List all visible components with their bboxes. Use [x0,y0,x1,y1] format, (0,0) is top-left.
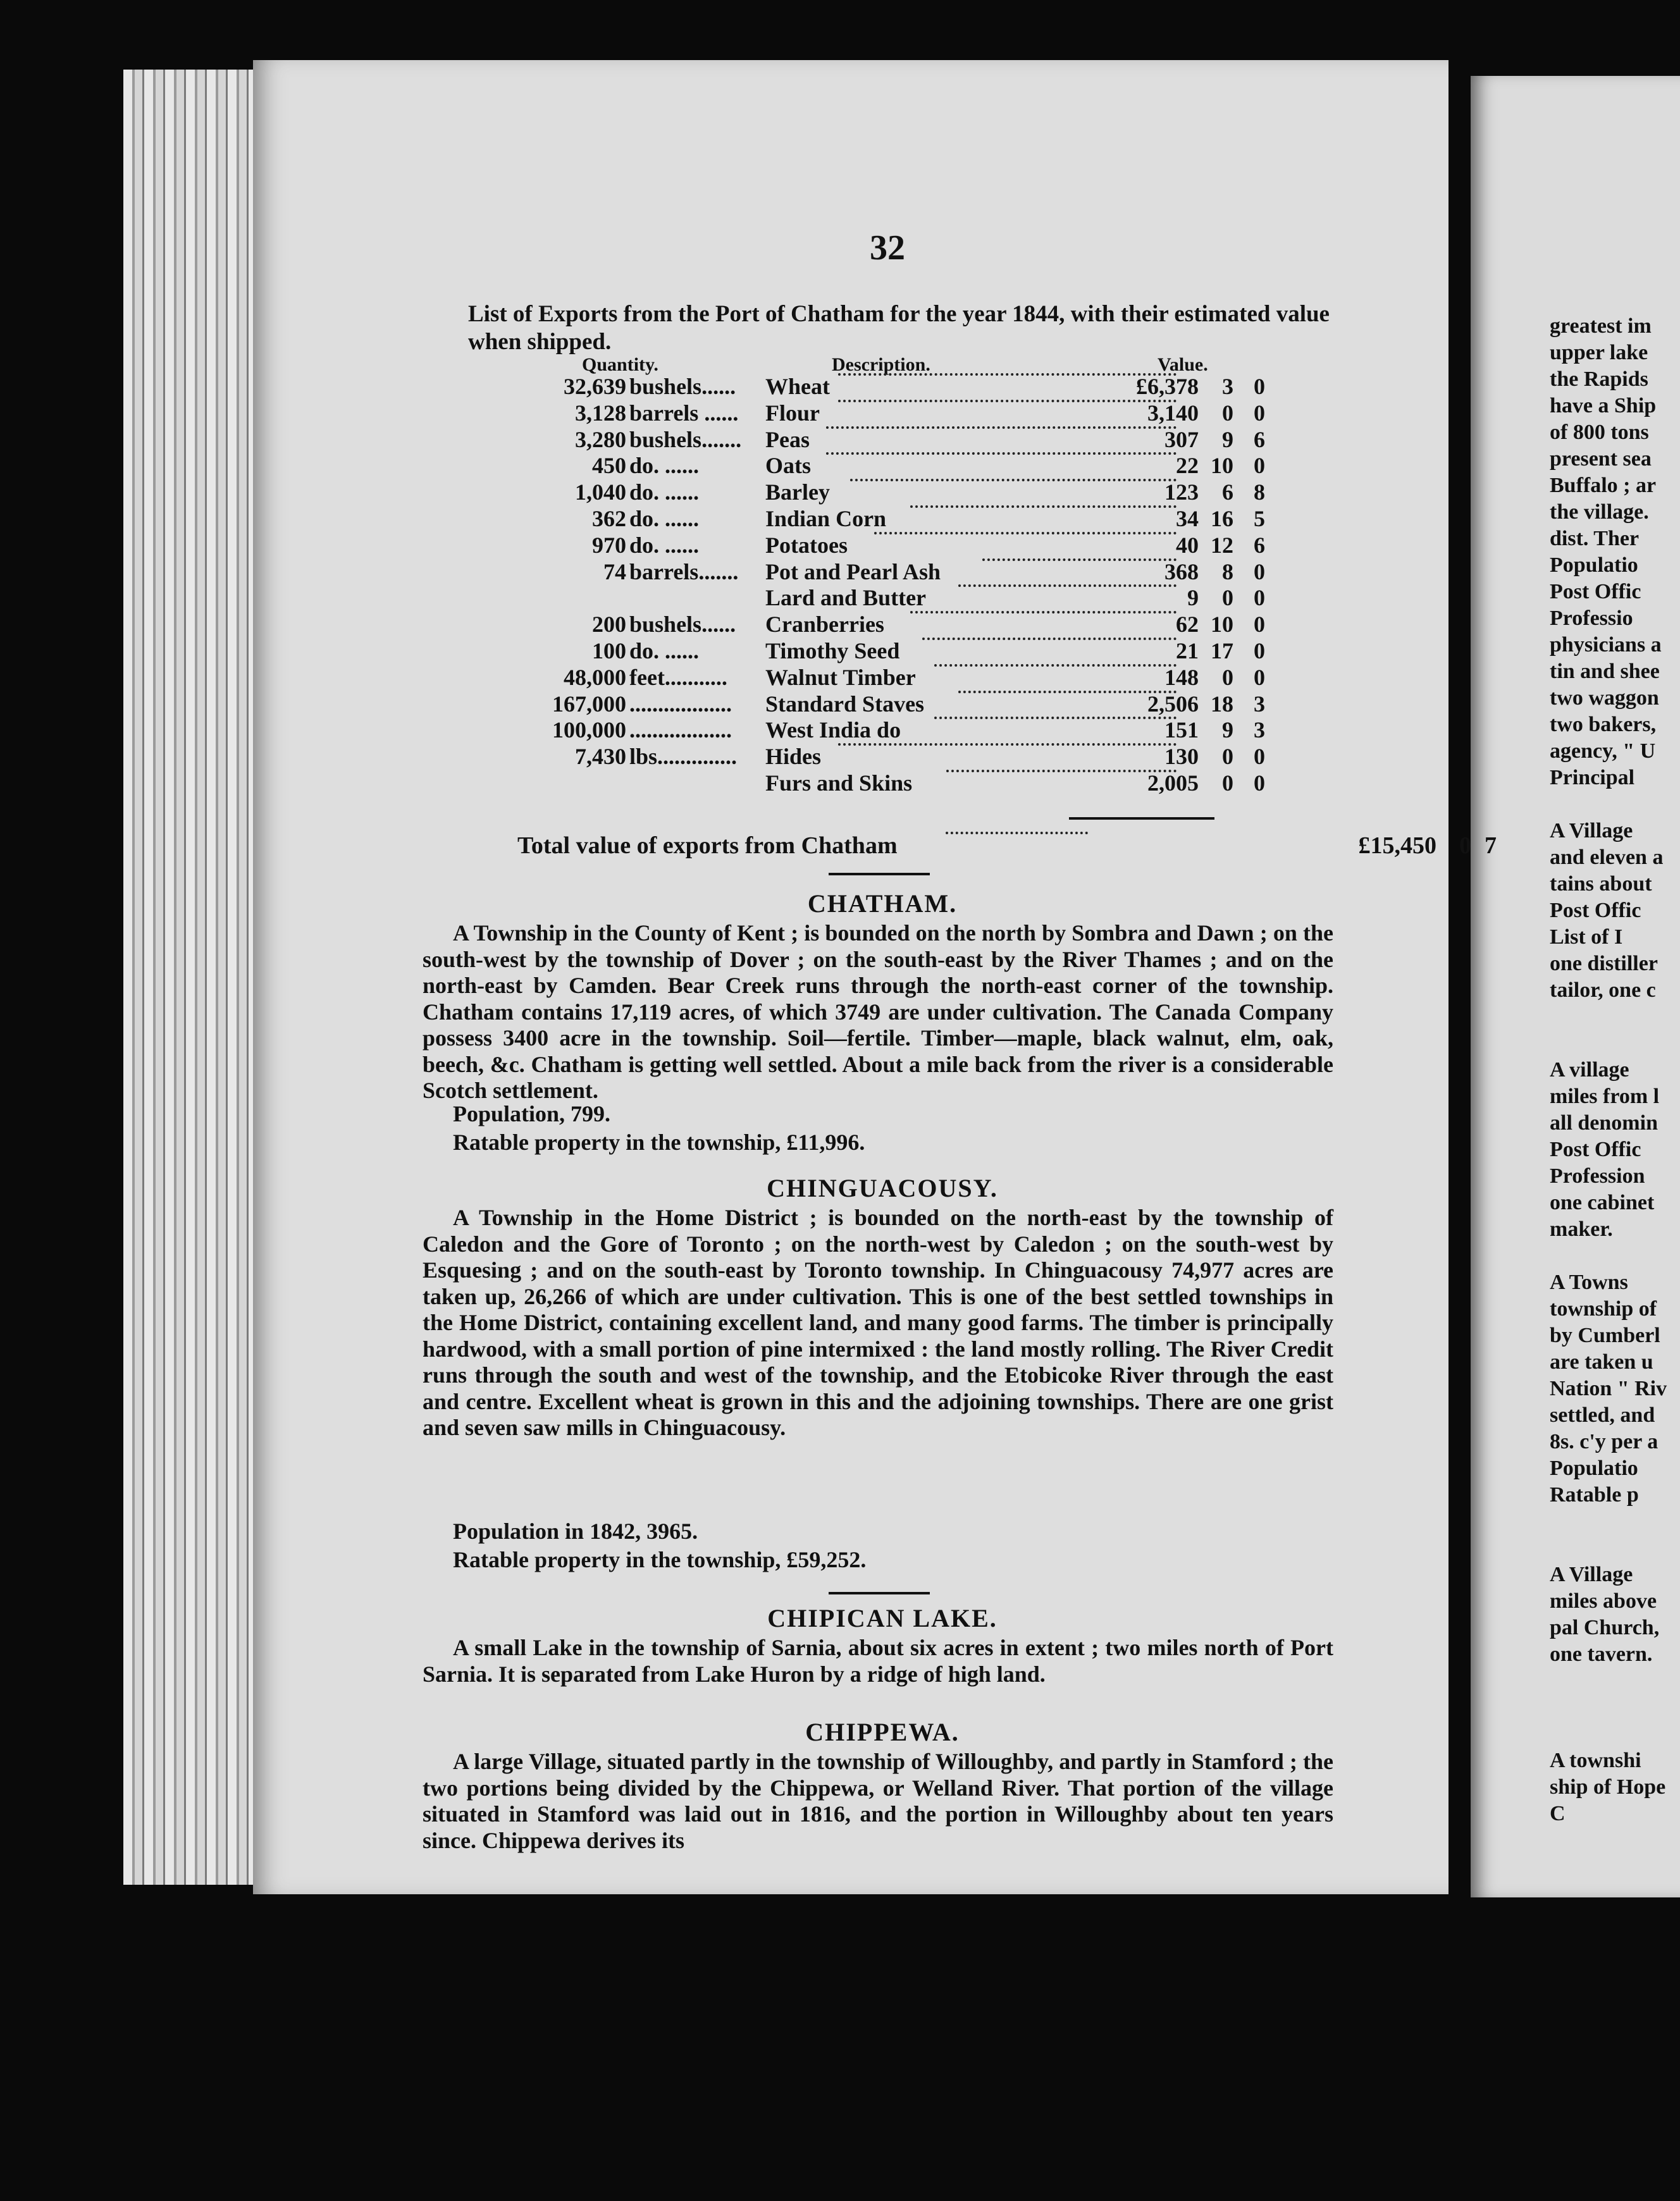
export-unit: bushels...... [629,612,736,638]
right-page-line: A townshi [1550,1749,1641,1772]
right-page-line: settled, and [1550,1403,1655,1427]
dot-leader [850,479,1177,481]
export-unit: bushels...... [629,374,736,399]
export-pounds: 22 [1176,453,1199,479]
chipican-title: CHIPICAN LAKE. [767,1604,998,1632]
right-page-line: ship of Hope [1550,1775,1666,1799]
right-page-line: one cabinet [1550,1191,1655,1214]
right-page-line: List of I [1550,925,1623,949]
right-page-line: of 800 tons [1550,421,1649,444]
export-pounds: 34 [1176,506,1199,531]
dot-leader [826,452,1177,455]
export-row [0,638,1448,664]
export-shillings: 0 [1222,744,1233,770]
export-unit: bushels....... [629,426,742,452]
exports-caption: List of Exports from the Port of Chatham for the year 1844, with their estimated value when shipped. [468,301,1330,355]
export-shillings: 0 [1222,585,1233,611]
right-page-line [1550,1030,1680,1057]
export-description: Pot and Pearl Ash [765,558,941,584]
export-quantity: 32,639 [564,374,626,399]
export-pence: 0 [1254,770,1265,796]
dot-leader [946,770,1177,772]
right-page-line: A Village [1550,819,1633,842]
export-quantity: 3,280 [575,426,626,452]
dot-leader [958,584,1177,587]
dot-leader [922,638,1177,640]
chinguacousy-ratable: Ratable property in the township, £59,252. [453,1547,867,1572]
export-row [0,717,1448,743]
right-page-line: and eleven a [1550,846,1664,869]
export-description: Hides [765,744,822,770]
export-shillings: 0 [1222,770,1233,796]
export-pence: 6 [1254,426,1265,452]
right-page-line: Profession [1550,1164,1645,1188]
export-shillings: 16 [1211,506,1233,531]
right-page-line: township of [1550,1297,1657,1321]
export-unit: lbs.............. [629,744,738,770]
export-quantity: 48,000 [564,664,626,690]
right-page-line: tin and shee [1550,660,1660,683]
dot-leader [826,426,1177,429]
export-row [0,770,1448,796]
right-page-line: tains about [1550,872,1652,896]
export-row [0,664,1448,691]
right-page-line: are taken u [1550,1350,1653,1374]
export-description: Flour [765,400,820,426]
export-pounds: 148 [1164,664,1199,690]
right-page-line: A Towns [1550,1271,1628,1294]
right-page-line: maker. [1550,1218,1613,1241]
export-unit: do. ...... [629,638,700,663]
right-page-text [1550,313,1680,1827]
export-unit: do. ...... [629,453,700,479]
export-description: Lard and Butter [765,585,927,611]
right-page-line: Ratable p [1550,1483,1639,1507]
export-unit: do. ...... [629,532,700,558]
chinguacousy-population: Population in 1842, 3965. [453,1519,698,1544]
export-quantity: 1,040 [575,479,626,505]
export-quantity: 7,430 [575,744,626,770]
right-page-line: 8s. c'y per a [1550,1430,1658,1453]
export-pounds: 368 [1164,558,1199,584]
export-row [0,426,1448,453]
right-page-line: the village. [1550,500,1649,524]
export-description: Cranberries [765,612,884,638]
chippewa-title: CHIPPEWA. [805,1718,960,1746]
right-page-line: Post Offic [1550,580,1641,603]
dot-leader [838,743,1177,746]
export-pounds: 130 [1164,744,1199,770]
export-quantity: 100,000 [552,717,626,743]
export-quantity: 200 [592,612,626,638]
export-row [0,373,1448,400]
export-pounds: 62 [1176,612,1199,638]
right-page-line: one distiller [1550,952,1658,975]
right-page-line [1550,1535,1680,1562]
right-page-line: two waggon [1550,686,1659,710]
export-pounds: 21 [1176,638,1199,663]
right-page-line [1550,791,1680,818]
dot-leader [910,611,1177,613]
right-page-line [1550,1668,1680,1694]
export-unit: barrels ...... [629,400,739,426]
right-page-line [1550,1721,1680,1748]
right-page-line: miles from l [1550,1085,1660,1108]
export-pence: 0 [1254,374,1265,399]
export-pounds: 9 [1187,585,1199,611]
export-row [0,505,1448,532]
export-description: Furs and Skins [765,770,913,796]
chatham-ratable: Ratable property in the township, £11,996. [453,1130,865,1155]
export-description: Barley [765,479,830,505]
export-description: Potatoes [765,532,848,558]
dot-leader [838,400,1177,402]
export-pence: 0 [1254,453,1265,479]
right-page-line [1550,1004,1680,1030]
right-page-line [1550,1694,1680,1721]
export-pence: 0 [1254,744,1265,770]
export-description: Timothy Seed [765,638,900,663]
export-shillings: 9 [1222,717,1233,743]
export-shillings: 12 [1211,532,1233,558]
section-divider [829,873,930,875]
right-page-line: Buffalo ; ar [1550,474,1657,497]
export-description: West India do [765,717,901,743]
chippewa-body: A large Village, situated partly in the township of Willoughby, and partly in Stamford ; the two portions being divided by the Chippewa, or Welland River. That portion of the village situated in Stamford was laid out in 1816, and the portion in Willoughby about ten years since. Chippewa derives its [423,1749,1333,1853]
export-pence: 0 [1254,612,1265,638]
export-description: Wheat [765,374,830,399]
chinguacousy-body: A Township in the Home District ; is bounded on the north-east by the township of Caledon and the Gore of Toronto ; on the north-west by Caledon ; on the south-west by Esquesing ; and on the south-east by Toronto township. In Chinguacousy 74,977 acres are taken up, 26,266 of which are under cultivation. This is one of the best settled townships in the Home District, containing excellent land, and many good farms. The timber is principally hardwood, with a small portion of pine intermixed : the land mostly rolling. The River Credit runs through the south and west of the township, and the Etobicoke River through the east and centre. Excellent wheat is grown in this and the adjoining townships. There are one grist and seven saw mills in Chinguacousy. [423,1205,1333,1440]
export-unit: do. ...... [629,506,700,531]
right-page-line: upper lake [1550,341,1648,364]
export-quantity: 362 [592,506,626,531]
dot-leader [874,532,1177,534]
export-description: Standard Staves [765,691,925,717]
right-page-line [1550,1243,1680,1269]
export-description: Oats [765,453,811,479]
right-page-line: all denomin [1550,1111,1658,1135]
total-pounds: £15,450 [1358,832,1436,859]
total-row [0,832,1680,862]
export-unit: .................. [629,691,732,717]
right-page-line: Professio [1550,607,1633,630]
total-pence: 7 [1485,832,1497,859]
export-shillings: 17 [1211,638,1233,663]
right-page-line: present sea [1550,447,1652,471]
right-page-line: pal Church, [1550,1616,1660,1639]
export-pounds: 123 [1164,479,1199,505]
export-pence: 0 [1254,664,1265,690]
right-page-line: A Village [1550,1563,1633,1586]
export-quantity: 3,128 [575,400,626,426]
right-page-line [1550,1508,1680,1535]
header-description: Description. [832,354,930,375]
export-quantity: 74 [603,558,626,584]
page-number: 32 [870,228,905,268]
export-pence: 3 [1254,691,1265,717]
export-row [0,479,1448,505]
total-rule [1069,817,1214,820]
right-page-line: physicians a [1550,633,1662,657]
right-page-line: Populatio [1550,1457,1638,1480]
right-page-line: tailor, one c [1550,978,1656,1002]
chatham-title: CHATHAM. [807,889,958,918]
export-shillings: 10 [1211,612,1233,638]
total-shillings: 0 [1459,832,1471,859]
dot-leader [958,691,1177,693]
right-page-line: the Rapids [1550,367,1648,391]
export-pounds: 151 [1164,717,1199,743]
export-pence: 6 [1254,532,1265,558]
right-page-line: two bakers, [1550,713,1657,736]
export-row [0,743,1448,770]
export-row [0,400,1448,426]
export-shillings: 18 [1211,691,1233,717]
export-row [0,584,1448,611]
export-quantity: 970 [592,532,626,558]
right-page-line: dist. Ther [1550,527,1640,550]
export-shillings: 10 [1211,453,1233,479]
total-leader [946,832,1088,834]
export-pence: 3 [1254,717,1265,743]
right-page-line: by Cumberl [1550,1324,1660,1347]
export-shillings: 9 [1222,426,1233,452]
chipican-body: A small Lake in the township of Sarnia, about six acres in extent ; two miles north of Port Sarnia. It is separated from Lake Huron by a ridge of high land. [423,1635,1333,1687]
right-page-line: Principal [1550,766,1635,789]
export-quantity: 100 [592,638,626,663]
export-row [0,611,1448,638]
right-page-line: one tavern. [1550,1643,1653,1666]
export-pence: 0 [1254,585,1265,611]
export-pounds: £6,378 [1136,374,1199,399]
export-pounds: 40 [1176,532,1199,558]
dot-leader [982,558,1177,561]
dot-leader [934,664,1177,667]
right-page-line: Populatio [1550,553,1638,577]
export-pounds: 2,005 [1147,770,1199,796]
right-page-line: Nation " Riv [1550,1377,1667,1400]
header-value: Value. [1158,354,1208,375]
export-unit: .................. [629,717,732,743]
export-quantity: 450 [592,453,626,479]
export-pence: 5 [1254,506,1265,531]
section-divider [829,1592,930,1594]
chatham-population: Population, 799. [453,1101,611,1126]
total-label: Total value of exports from Chatham [517,832,898,859]
export-unit: barrels....... [629,558,739,584]
export-pence: 0 [1254,638,1265,663]
export-shillings: 3 [1222,374,1233,399]
right-page-line: greatest im [1550,314,1652,338]
export-row [0,691,1448,717]
export-pounds: 2,506 [1147,691,1199,717]
export-shillings: 0 [1222,664,1233,690]
dot-leader [910,505,1177,508]
right-page-line: agency, " U [1550,739,1656,763]
export-pounds: 3,140 [1147,400,1199,426]
export-shillings: 8 [1222,558,1233,584]
export-row [0,532,1448,558]
export-shillings: 0 [1222,400,1233,426]
chinguacousy-title: CHINGUACOUSY. [767,1174,998,1202]
export-pence: 0 [1254,400,1265,426]
export-description: Walnut Timber [765,664,916,690]
header-quantity: Quantity. [582,354,658,375]
right-page-line: A village [1550,1058,1629,1082]
export-row [0,452,1448,479]
export-unit: do. ...... [629,479,700,505]
export-description: Indian Corn [765,506,887,531]
right-page-line: miles above [1550,1589,1657,1613]
export-description: Peas [765,426,810,452]
export-pence: 0 [1254,558,1265,584]
export-unit: feet........... [629,664,727,690]
right-page-line: have a Ship [1550,394,1657,417]
page-edge-stack [123,70,262,1885]
chatham-body: A Township in the County of Kent ; is bounded on the north by Sombra and Dawn ; on the south-west by the township of Dover ; on the south-east by the River Thames ; and on the north-east by Camden. Bear Creek runs through the north-east corner of the township. Chatham contains 17,119 acres, of which 3749 are under cultivation. The Canada Company possess 3400 acre in the township. Soil—fertile. Timber—maple, black walnut, elm, oak, beech, &c. Chatham is getting well settled. About a mile back from the river is a considerable Scotch settlement. [423,920,1333,1103]
right-page-line: Post Offic [1550,1138,1641,1161]
export-row [0,558,1448,585]
export-pounds: 307 [1164,426,1199,452]
right-page-line: C [1550,1802,1566,1825]
dot-leader [934,717,1177,719]
export-quantity: 167,000 [552,691,626,717]
dot-leader [838,373,1177,376]
right-page-line: Post Offic [1550,899,1641,922]
export-shillings: 6 [1222,479,1233,505]
export-pence: 8 [1254,479,1265,505]
